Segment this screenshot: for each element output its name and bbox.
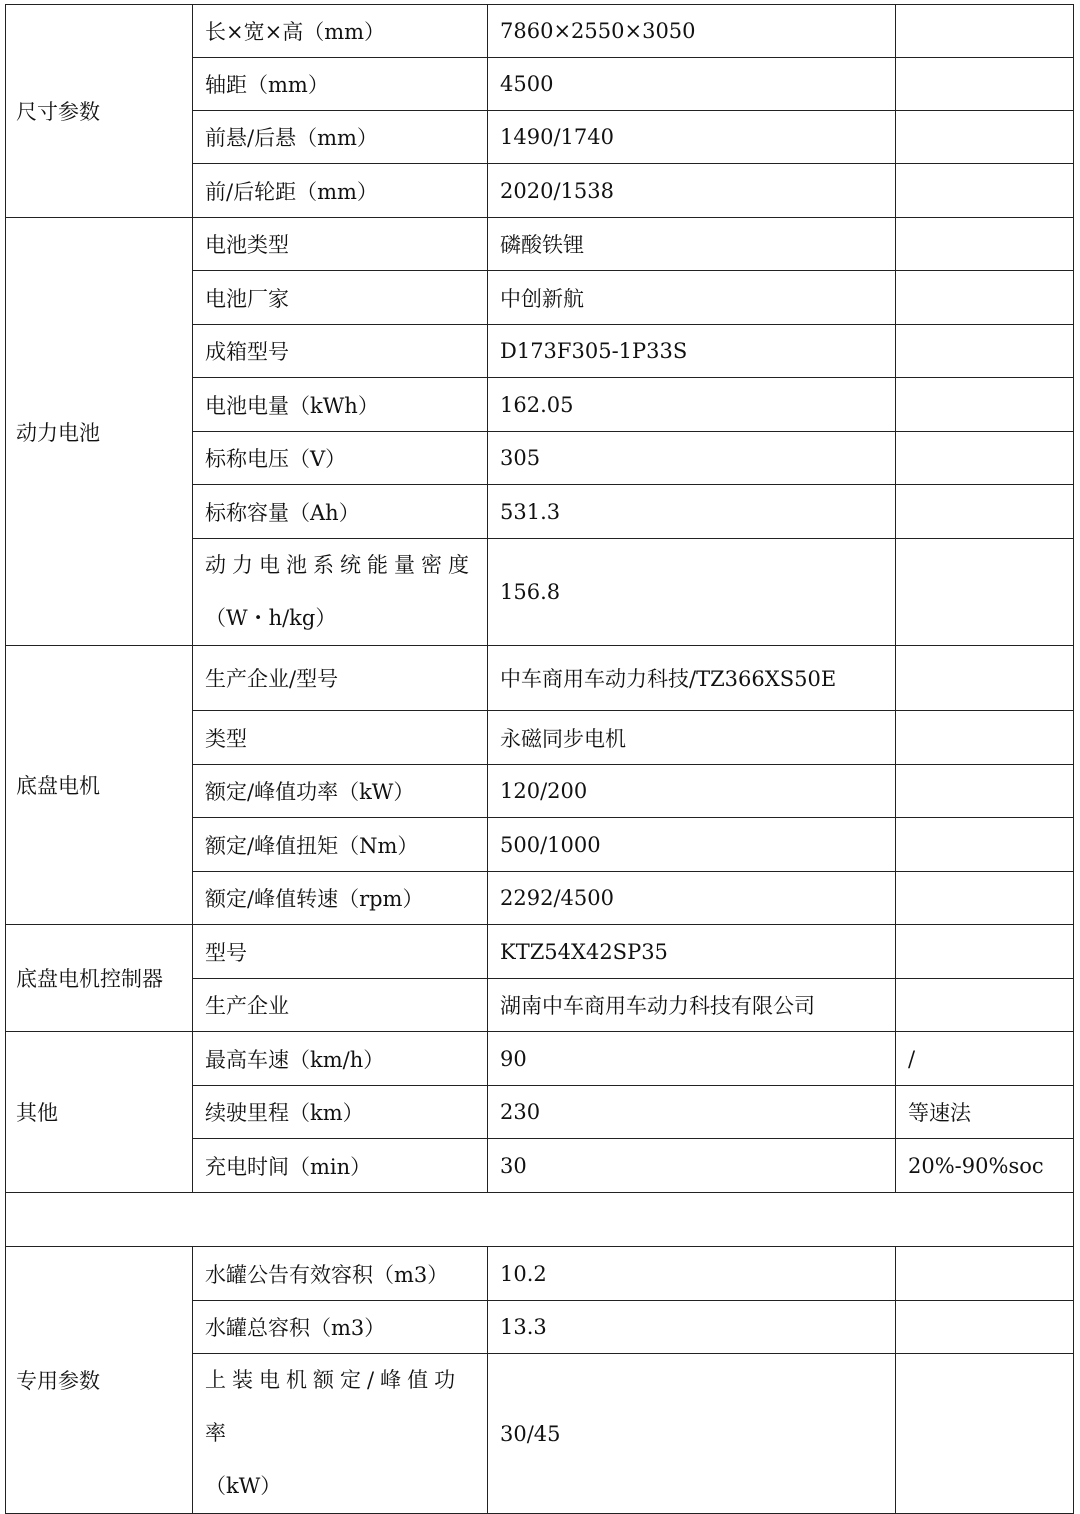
param-note [896, 872, 1074, 925]
param-note: 20%-90%soc [896, 1139, 1074, 1193]
blank-row [6, 1193, 1074, 1247]
param-note [896, 1301, 1074, 1354]
param-name [193, 1354, 488, 1514]
group-label: 尺寸参数 [6, 5, 193, 218]
param-name: 类型 [193, 711, 488, 765]
param-name: 成箱型号 [193, 325, 488, 378]
param-note [896, 432, 1074, 485]
param-name: 电池类型 [193, 218, 488, 271]
param-value: 10.2 [488, 1247, 896, 1301]
param-value: D173F305-1P33S [488, 325, 896, 378]
param-name: 电池厂家 [193, 271, 488, 325]
param-note [896, 979, 1074, 1032]
param-note [896, 218, 1074, 271]
param-value: 中车商用车动力科技/TZ366XS50E [488, 646, 896, 711]
param-name: 续驶里程（km） [193, 1086, 488, 1139]
param-value: 30 [488, 1139, 896, 1193]
param-note: 等速法 [896, 1086, 1074, 1139]
group-label: 底盘电机控制器 [6, 925, 193, 1032]
param-note: / [896, 1032, 1074, 1086]
param-name: 水罐公告有效容积（m3） [193, 1247, 488, 1301]
param-name: 额定/峰值功率（kW） [193, 765, 488, 818]
blank-cell [6, 1193, 1074, 1247]
param-note [896, 325, 1074, 378]
param-name: 额定/峰值扭矩（Nm） [193, 818, 488, 872]
param-name: 充电时间（min） [193, 1139, 488, 1193]
param-note [896, 765, 1074, 818]
group-label: 底盘电机 [6, 646, 193, 925]
param-value: 13.3 [488, 1301, 896, 1354]
param-name: 最高车速（km/h） [193, 1032, 488, 1086]
param-name: 电池电量（kWh） [193, 378, 488, 432]
group-label: 动力电池 [6, 218, 193, 646]
param-name [193, 539, 488, 646]
param-value: 磷酸铁锂 [488, 218, 896, 271]
param-name: 前/后轮距（mm） [193, 164, 488, 218]
param-value: 90 [488, 1032, 896, 1086]
param-note [896, 164, 1074, 218]
table-row [6, 1247, 1074, 1301]
param-note [896, 539, 1074, 646]
param-note [896, 271, 1074, 325]
param-note [896, 1354, 1074, 1514]
param-value: 湖南中车商用车动力科技有限公司 [488, 979, 896, 1032]
table-row [6, 218, 1074, 271]
param-name: 水罐总容积（m3） [193, 1301, 488, 1354]
param-value: 305 [488, 432, 896, 485]
param-value: 1490/1740 [488, 111, 896, 164]
param-note [896, 58, 1074, 111]
param-unit: （W・h/kg） [205, 606, 337, 630]
param-name: 额定/峰值转速（rpm） [193, 872, 488, 925]
param-name: 标称容量（Ah） [193, 485, 488, 539]
param-value: 2292/4500 [488, 872, 896, 925]
spec-table [5, 4, 1074, 1514]
param-note [896, 111, 1074, 164]
param-value: 永磁同步电机 [488, 711, 896, 765]
param-value: 156.8 [488, 539, 896, 646]
param-value: 4500 [488, 58, 896, 111]
param-name: 生产企业/型号 [193, 646, 488, 711]
param-note [896, 818, 1074, 872]
param-name: 前悬/后悬（mm） [193, 111, 488, 164]
param-note [896, 925, 1074, 979]
param-value: 500/1000 [488, 818, 896, 872]
param-name: 生产企业 [193, 979, 488, 1032]
table-row [6, 925, 1074, 979]
table-row [6, 646, 1074, 711]
param-name-text: 动力电池系统能量密度 [205, 553, 475, 577]
table-row [6, 5, 1074, 58]
param-note [896, 378, 1074, 432]
group-label: 专用参数 [6, 1247, 193, 1514]
param-value: 120/200 [488, 765, 896, 818]
param-note [896, 646, 1074, 711]
param-name: 长×宽×高（mm） [193, 5, 488, 58]
param-value: 531.3 [488, 485, 896, 539]
group-label: 其他 [6, 1032, 193, 1193]
param-name-text: 上装电机额定/峰值功率 [205, 1368, 462, 1445]
param-note [896, 711, 1074, 765]
param-value: 162.05 [488, 378, 896, 432]
param-note [896, 1247, 1074, 1301]
param-value: KTZ54X42SP35 [488, 925, 896, 979]
table-row [6, 1032, 1074, 1086]
param-name: 型号 [193, 925, 488, 979]
param-note [896, 485, 1074, 539]
param-value: 中创新航 [488, 271, 896, 325]
param-value: 7860×2550×3050 [488, 5, 896, 58]
param-note [896, 5, 1074, 58]
param-value: 2020/1538 [488, 164, 896, 218]
param-value: 230 [488, 1086, 896, 1139]
param-name: 轴距（mm） [193, 58, 488, 111]
param-unit: （kW） [205, 1474, 282, 1498]
param-name: 标称电压（V） [193, 432, 488, 485]
param-value: 30/45 [488, 1354, 896, 1514]
